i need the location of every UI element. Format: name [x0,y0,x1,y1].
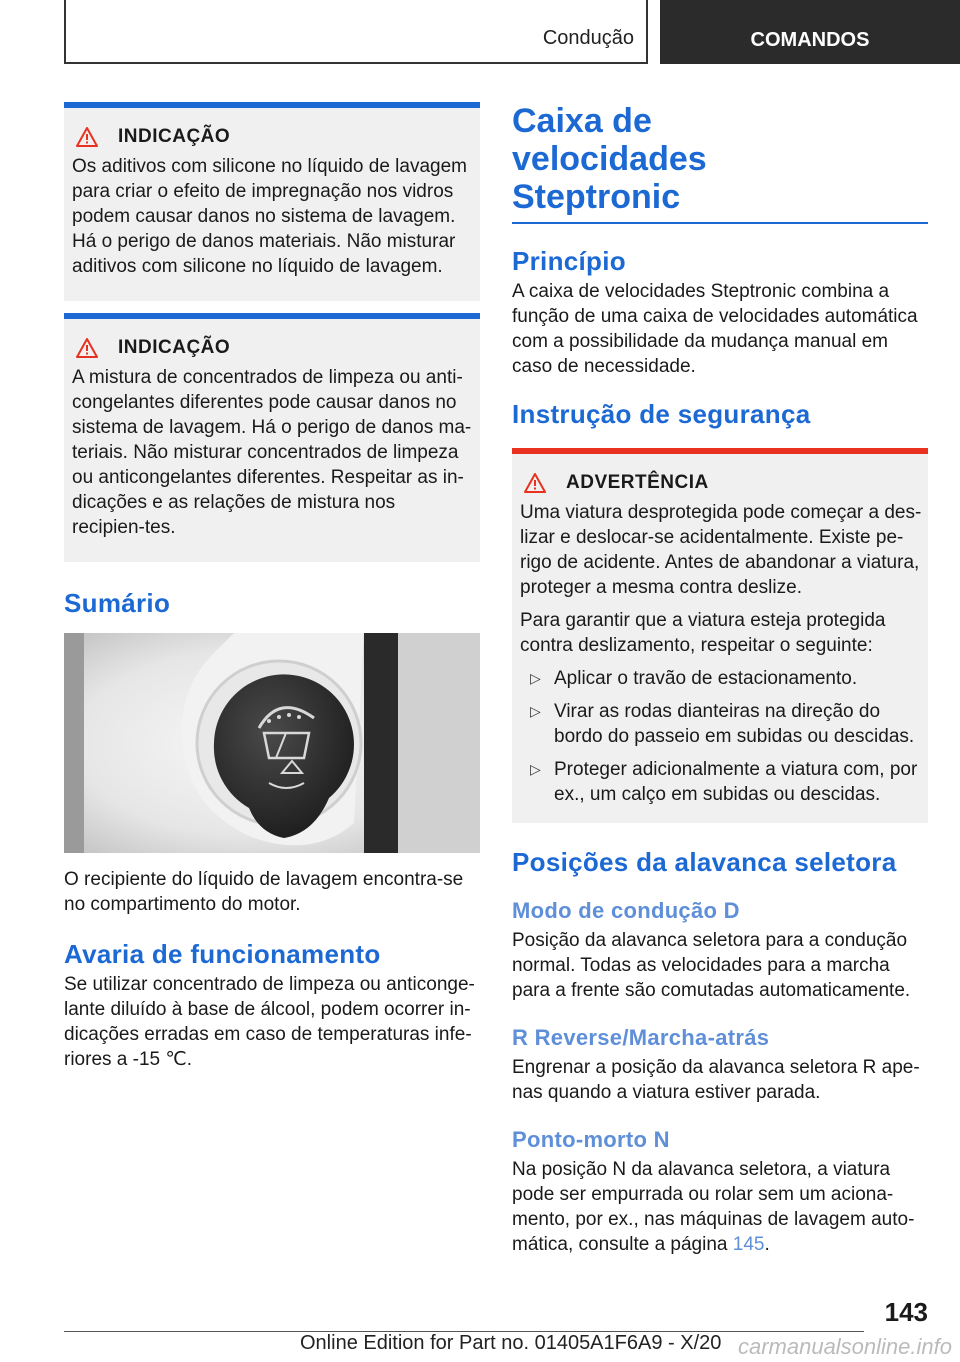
warning-box [512,448,928,823]
warning-triangle-icon [76,127,104,147]
reverse-heading: R Reverse/Marcha-atrás [512,1024,770,1050]
note-text: A mistura de concentrados de limpeza ou anti-congelantes diferentes pode causar danos no sistema de lavagem. Há o perigo de danos ma-teriais. Não misturar concentrados de limpeza ou anticongelantes diferentes. Respeitar as in-dicações e as relações de mistura nos recipien-tes. [72,367,472,538]
neutral-text: Na posição N da alavanca seletora, a viatura pode ser empurrada ou rolar sem um aciona-mento, por ex., nas máquinas de lavagem auto-mática, consulte a página 145. [512,1158,915,1255]
malfunction-text: Se utilizar concentrado de limpeza ou anticonge-lante diluído à base de álcool, podem ocorrer in-dicações erradas em caso de temperaturas infe-riores a -15 ℃. [64,974,475,1070]
summary-heading: Sumário [64,588,171,618]
principle-text: A caixa de velocidades Steptronic combina a função de uma caixa de velocidades automática com a possibilidade da mudança manual em caso de necessidade. [512,280,918,377]
mode-d-heading: Modo de condução D [512,897,740,923]
note-box-concentrates [64,313,480,562]
principle-heading: Princípio [512,245,626,276]
triangle-bullet-icon: ▷ [530,702,541,719]
washer-fluid-cap-photo [64,633,480,853]
list-item: ▷ Proteger adicionalmente a viatura com, por ex., um calço em subidas ou descidas. [530,758,918,805]
warning-title [524,472,922,494]
mode-d-text: Posição da alavanca seletora para a condução normal. Todas as velocidades para a marcha para a frente são comutadas automaticamente. [512,929,911,1001]
footer-edition: Online Edition for Part no. 01405A1F6A9 - X/20 [300,1332,722,1354]
note-title-text: INDICAÇÃO [118,337,231,358]
header-section-tab [64,0,648,64]
header-chapter-label: COMANDOS [750,29,870,51]
watermark: carmanualsonline.info [737,1334,952,1359]
note-box-silicone [64,102,480,301]
header-chapter-tab [660,0,960,64]
note-title [76,337,472,359]
page-title: Caixa de velocidades Steptronic [512,102,707,216]
triangle-bullet-icon: ▷ [530,669,541,686]
page-number: 143 [884,1297,928,1327]
warning-triangle-icon [76,338,104,358]
left-column [64,102,480,1072]
triangle-bullet-icon: ▷ [530,760,541,777]
neutral-heading: Ponto-morto N [512,1126,670,1152]
header-section-label: Condução [542,27,634,49]
note-title [76,126,472,148]
malfunction-heading: Avaria de funcionamento [64,939,381,969]
image-caption: O recipiente do líquido de lavagem encontra-se no compartimento do motor. [64,869,464,915]
note-title-text: INDICAÇÃO [118,126,231,147]
warning-text-followup: Para garantir que a viatura esteja protegida contra deslizamento, respeitar o seguinte: [520,609,886,656]
list-item: ▷ Virar as rodas dianteiras na direção do bordo do passeio em subidas ou descidas. [530,700,915,747]
warning-list [520,666,922,807]
warning-triangle-icon [524,473,552,493]
right-column [512,102,928,1257]
warning-text: Uma viatura desprotegida pode começar a des-lizar e deslocar-se acidentalmente. Existe pe-rigo de acidente. Antes de abandonar a viatura, proteger a mesma contra deslize. [520,501,922,598]
page-reference-link[interactable]: 145 [732,1233,765,1255]
positions-heading: Posições da alavanca seletora [512,846,897,877]
reverse-text: Engrenar a posição da alavanca seletora R ape-nas quando a viatura estiver parada. [512,1056,920,1103]
note-text: Os aditivos com silicone no líquido de lavagem para criar o efeito de impregnação nos vidros podem causar danos no sistema de lavagem. Há o perigo de danos materiais. Não misturar aditivos com silicone no líquido de lavagem. [72,156,467,277]
list-item: ▷ Aplicar o travão de estacionamento. [530,667,858,689]
safety-heading: Instrução de segurança [512,398,811,429]
warning-title-text: ADVERTÊNCIA [566,471,709,493]
title-rule [512,222,928,224]
